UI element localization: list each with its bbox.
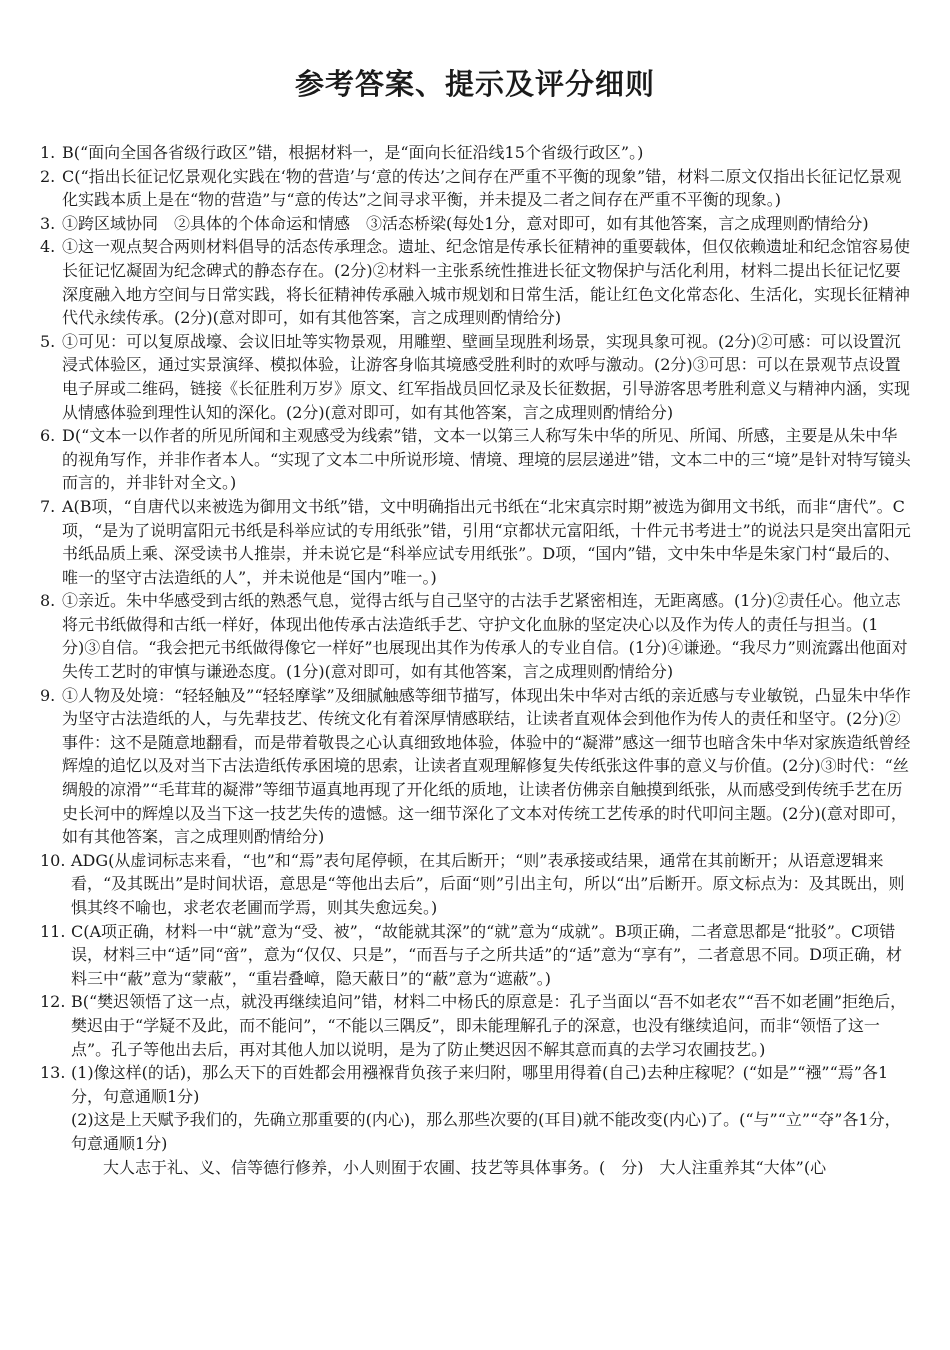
answer-item-14-start: 大人志于礼、义、信等德行修养，小人则囿于农圃、技艺等具体事务。( 分) 大人注重养其“大体”(心 bbox=[103, 1157, 827, 1177]
item-text: ①跨区域协同 ②具体的个体命运和情感 ③活态桥梁(每处1分，意对即可，如有其他答案，言之成理则酌情给分) bbox=[62, 213, 869, 233]
item-text: ①这一观点契合两则材料倡导的活态传承理念。遗址、纪念馆是传承长征精神的重要载体，但仅依赖遗址和纪念馆容易使长征记忆凝固为纪念碑式的静态存在。(2分)②材料一主张系统性推进长征文物保护与活化利用，材料二提出长征记忆要深度融入地方空间与日常实践，将长征精神传承融入城市规划和日常生活，能让红色文化常态化、生活化，实现长征精神代代永续传承。(2分)(意对即可，如有其他答案，言之成理则酌情给分) bbox=[62, 237, 911, 328]
item-number: 6. bbox=[40, 426, 56, 446]
answer-item-13-part-2 bbox=[40, 1108, 912, 1155]
answer-item-1 bbox=[40, 141, 912, 165]
item-number: 7. bbox=[40, 496, 56, 516]
answer-item-4 bbox=[40, 235, 912, 329]
answer-item-12 bbox=[40, 990, 912, 1061]
item-text: ①人物及处境：“轻轻触及”“轻轻摩挲”及细腻触感等细节描写，体现出朱中华对古纸的亲近感与专业敏锐，凸显朱中华作为坚守古法造纸的人，与先辈技艺、传统文化有着深厚情感联结，让读者直观体会到他作为传人的责任和坚守。(2分)②事件：这不是随意地翻看，而是带着敬畏之心认真细致地体验，体验中的“凝滞”感这一细节也暗含朱中华对家族造纸曾经辉煌的追忆以及对当下古法造纸传承困境的思索，让读者直观理解修复失传纸张这件事的意义与价值。(2分)③时代：“丝绸般的凉滑”“毛茸茸的凝滞”等细节逼真地再现了开化纸的质地，让读者仿佛亲自触摸到纸张，从而感受到传统手艺在历史长河中的辉煌以及当下这一技艺失传的遗憾。这一细节深化了文本对传统工艺传承的时代叩问主题。(2分)(意对即可，如有其他答案，言之成理则酌情给分) bbox=[62, 685, 911, 847]
item-text: B(“面向全国各省级行政区”错，根据材料一，是“面向长征沿线15个省级行政区”。) bbox=[62, 143, 644, 162]
answer-list bbox=[40, 141, 912, 1179]
answer-item-8 bbox=[40, 589, 912, 683]
page-title: 参考答案、提示及评分细则 bbox=[294, 67, 655, 101]
item-text: D(“文本一以作者的所见所闻和主观感受为线索”错，文本一以第三人称写朱中华的所见、所闻、所感，主要是从朱中华的视角写作，并非作者本人。“实现了文本二中所说形境、情境、理境的层层递进”错，文本二中的三“境”是针对特写镜头而言的，并非针对全文。) bbox=[62, 426, 911, 493]
item-text: ①亲近。朱中华感受到古纸的熟悉气息，觉得古纸与自己坚守的古法手艺紧密相连，无距离感。(1分)②责任心。他立志将元书纸做得和古纸一样好，体现出他传承古法造纸手艺、守护文化血脉的坚定决心以及作为传人的责任与担当。(1分)③自信。“我会把元书纸做得像它一样好”也展现出其作为传承人的专业自信。(1分)④谦逊。“我尽力”则流露出他面对失传工艺时的审慎与谦逊态度。(1分)(意对即可，如有其他答案，言之成理则酌情给分) bbox=[62, 591, 908, 682]
item-number: 9. bbox=[40, 685, 56, 705]
item-number: 4. bbox=[40, 237, 56, 257]
item-13-part-2-text: (2)这是上天赋予我们的，先确立那重要的(内心)，那么那些次要的(耳目)就不能改变(内心)了。(“与”“立”“夺”各1分，句意通顺1分) bbox=[71, 1110, 901, 1153]
answer-item-5 bbox=[40, 330, 912, 424]
answer-item-6 bbox=[40, 424, 912, 495]
item-number: 11. bbox=[40, 921, 66, 941]
item-number: 3. bbox=[40, 213, 56, 233]
item-number: 12. bbox=[40, 992, 66, 1012]
item-text: A(B项，“自唐代以来被选为御用文书纸”错，文中明确指出元书纸在“北宋真宗时期”被选为御用文书纸，而非“唐代”。C项，“是为了说明富阳元书纸是科举应试的专用纸张”错，引用“京都状元富阳纸，十件元书考进士”的说法只是突出富阳元书纸品质上乘、深受读书人推崇，并未说它是“科举应试专用纸张”。D项，“国内”错，文中朱中华是朱家门村“最后的、唯一的坚守古法造纸的人”，并未说他是“国内”唯一。) bbox=[62, 496, 911, 587]
item-text: C(“指出长征记忆景观化实践在‘物的营造’与‘意的传达’之间存在严重不平衡的现象”错，材料二原文仅指出长征记忆景观化实践本质上是在“物的营造”与“意的传达”之间寻求平衡，并未提及二者之间存在严重不平衡的现象。) bbox=[62, 166, 902, 210]
answer-item-13 bbox=[40, 1061, 912, 1108]
item-number: 5. bbox=[40, 331, 56, 351]
answer-item-10 bbox=[40, 849, 912, 920]
item-text: C(A项正确，材料一中“就”意为“受、被”，“故能就其深”的“就”意为“成就”。B项正确，二者意思都是“批驳”。C项错误，材料三中“适”同“啻”，意为“仅仅、只是”，“而吾与子之所共适”的“适”意为“享有”，二者意思不同。D项正确，材料三中“蔽”意为“蒙蔽”，“重岩叠嶂，隐天蔽日”的“蔽”意为“遮蔽”。) bbox=[71, 921, 902, 988]
item-text: ADG(从虚词标志来看，“也”和“焉”表句尾停顿，在其后断开；“则”表承接或结果，通常在其前断开；从语意逻辑来看，“及其既出”是时间状语，意思是“等他出去后”，后面“则”引出主句，所以“出”后断开。原文标点为：及其既出，则惧其终不喻也，求老农老圃而学焉，则其失愈远矣。) bbox=[71, 850, 905, 917]
answer-item-7 bbox=[40, 495, 912, 589]
item-13-part-1: (1)像这样(的话)，那么天下的百姓都会用襁褓背负孩子来归附，哪里用得着(自己)去种庄稼呢？(“如是”“襁”“焉”各1分，句意通顺1分) bbox=[71, 1063, 889, 1106]
answer-item-11 bbox=[40, 920, 912, 991]
answer-item-3 bbox=[40, 212, 912, 236]
answer-item-2 bbox=[40, 165, 912, 212]
item-number: 2. bbox=[40, 166, 56, 186]
item-number: 1. bbox=[40, 143, 56, 162]
item-number: 10. bbox=[40, 850, 66, 870]
item-number: 13. bbox=[40, 1063, 66, 1083]
item-text: B(“樊迟领悟了这一点，就没再继续追问”错，材料二中杨氏的原意是：孔子当面以“吾不如老农”“吾不如老圃”拒绝后，樊迟由于“学疑不及此，而不能问”，“不能以三隅反”，即未能理解孔子的深意，也没有继续追问，而非“领悟了这一点”。孔子等他出去后，再对其他人加以说明，是为了防止樊迟因不解其意而真的去学习农圃技艺。) bbox=[71, 992, 907, 1059]
answer-item-9 bbox=[40, 684, 912, 849]
item-number: 8. bbox=[40, 591, 56, 611]
item-text: ①可见：可以复原战壕、会议旧址等实物景观，用雕塑、壁画呈现胜利场景，实现具象可视。(2分)②可感：可以设置沉浸式体验区，通过实景演绎、模拟体验，让游客身临其境感受胜利时的欢呼与激动。(2分)③可思：可以在景观节点设置电子屏或二维码，链接《长征胜利万岁》原文、红军指战员回忆录及长征数据，引导游客思考胜利意义与精神内涵，实现从情感体验到理性认知的深化。(2分)(意对即可，如有其他答案，言之成理则酌情给分) bbox=[62, 331, 911, 422]
